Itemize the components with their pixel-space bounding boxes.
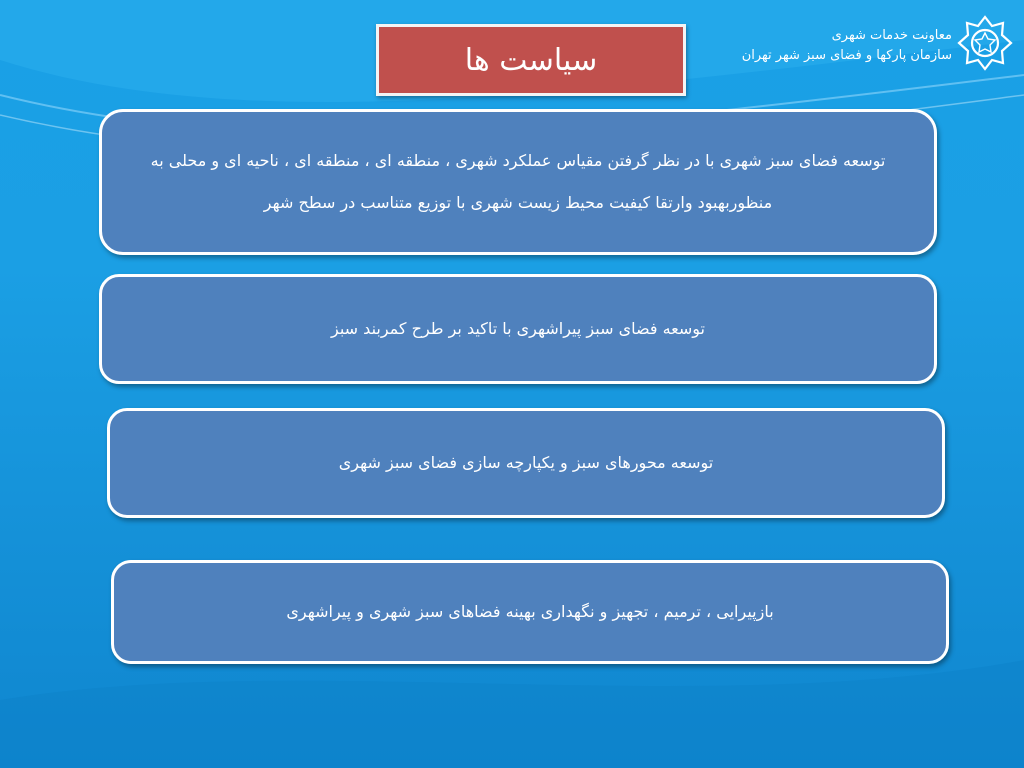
slide-title: سیاست ها (464, 42, 598, 78)
slide-title-box (376, 24, 686, 96)
policy-text-3: توسعه محورهای سبز و یکپارچه سازی فضای سبز شهری (338, 453, 714, 472)
policy-card-2 (99, 274, 937, 384)
policy-text-2: توسعه فضای سبز پیراشهری با تاکید بر طرح کمربند سبز (331, 319, 705, 338)
organization-line-2: سازمان پارکها و فضای سبز شهر تهران (741, 48, 952, 63)
organization-line-1: معاونت خدمات شهری (831, 28, 952, 43)
organization-name (742, 26, 952, 66)
policy-text-4: بازپیرایی ، ترمیم ، تجهیز و نگهداری بهینه فضاهای سبز شهری و پیراشهری (286, 602, 774, 621)
policy-card-4 (111, 560, 949, 664)
policy-text-1: توسعه فضای سبز شهری با در نظر گرفتن مقیاس عملکرد شهری ، منطقه ای ، منطقه ای ، ناحیه ای و محلی به منظوربهبود وارتقا کیفیت محیط زیست شهری با توزیع متناسب در سطح شهر (150, 151, 886, 212)
tehran-municipality-logo-icon (956, 14, 1014, 72)
policy-card-3 (107, 408, 945, 518)
policy-card-1 (99, 109, 937, 255)
